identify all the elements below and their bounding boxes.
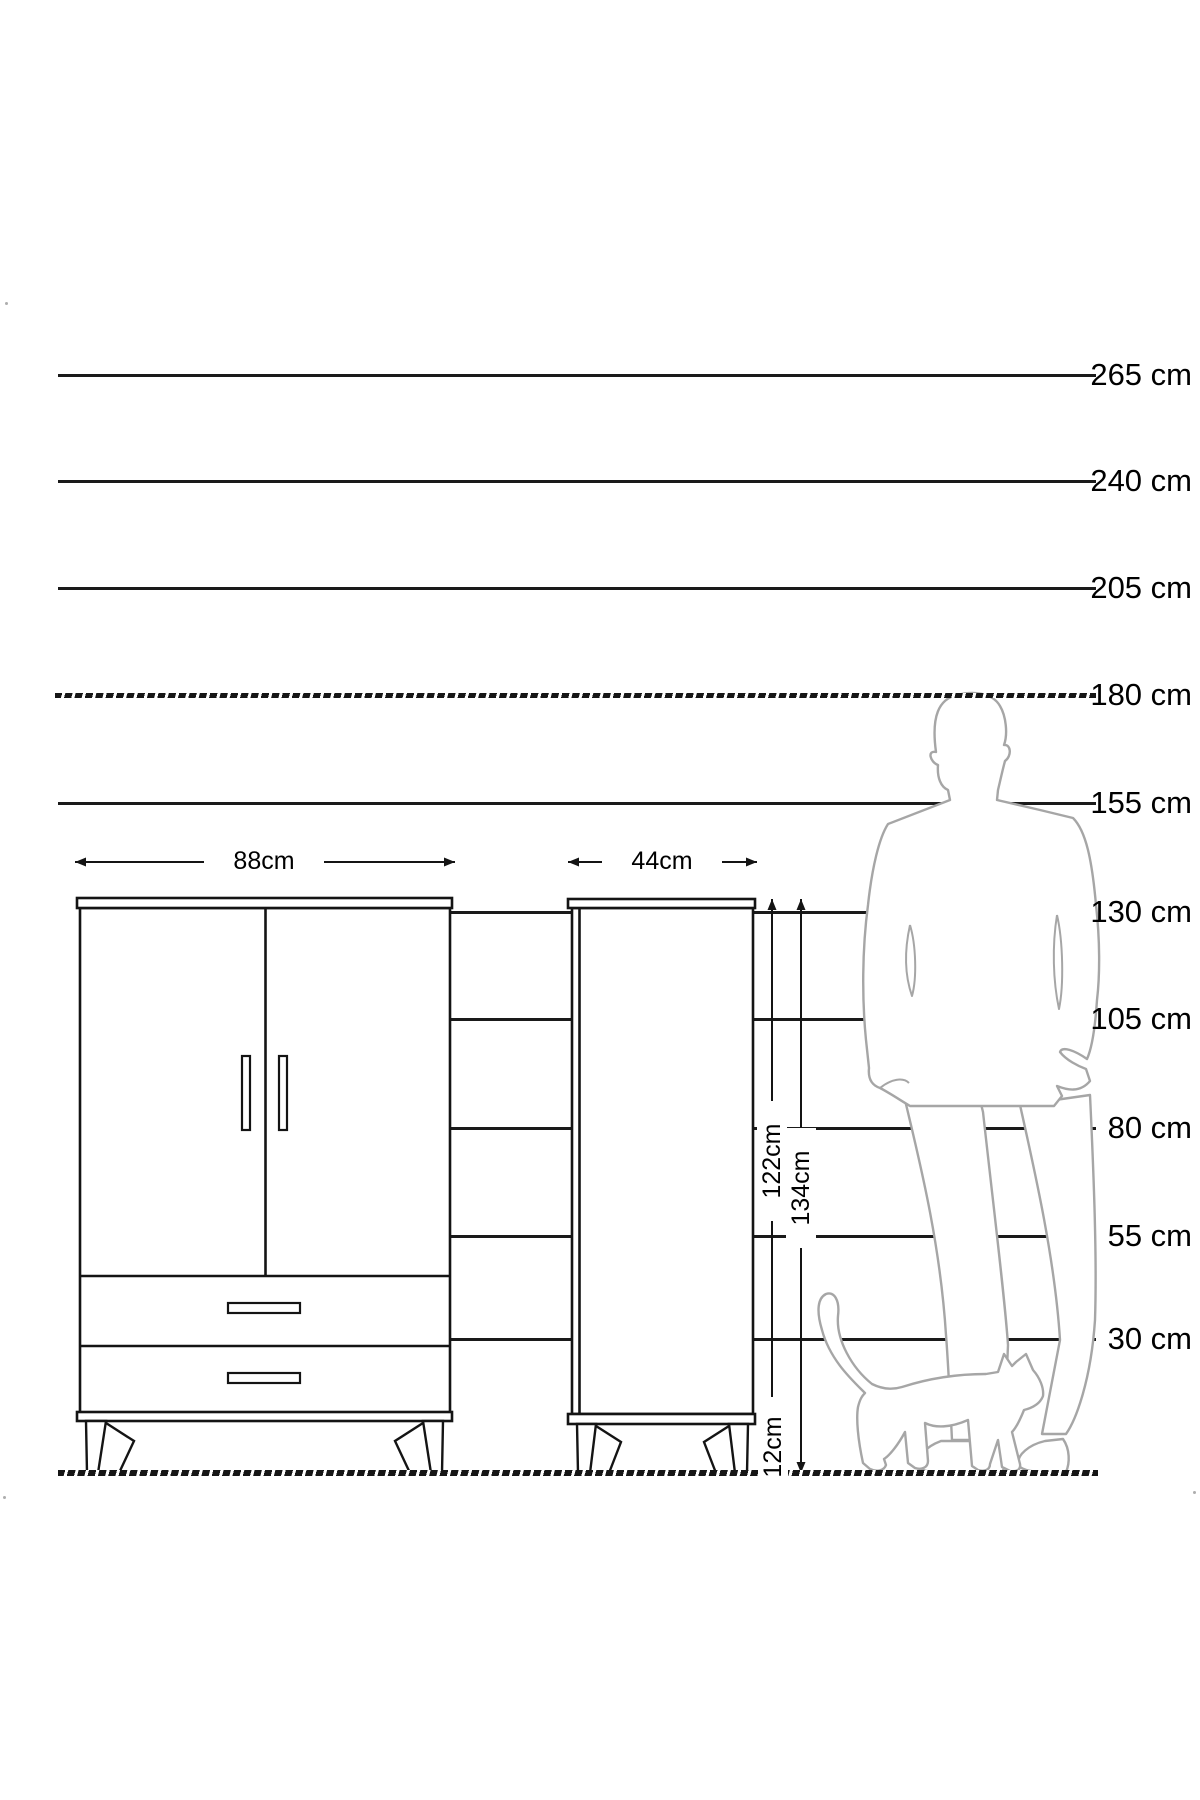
scale-label-55cm: 55 cm [1107,1218,1192,1253]
cabinet-top-board [568,899,755,908]
scale-label-105cm: 105 cm [1090,1001,1192,1036]
wardrobe-width-label: 88cm [204,846,324,876]
wardrobe-88cm [77,898,452,1473]
scale-label-205cm: 205 cm [1090,570,1192,605]
cabinet-plinth [568,1414,755,1424]
scale-label-30cm: 30 cm [1107,1321,1192,1356]
scale-label-155cm: 155 cm [1090,785,1192,820]
wardrobe-right-door-handle [279,1056,287,1130]
wardrobe-plinth [77,1412,452,1421]
wardrobe-drawer2-handle [228,1373,300,1383]
cabinet-body-height-label: 122cm [757,1101,787,1221]
scale-label-130cm: 130 cm [1090,894,1192,929]
ground-line [58,1470,1098,1476]
scale-line-180cm [55,693,1096,698]
cabinet-total-height-label: 134cm [786,1128,816,1248]
wardrobe-left-door-handle [242,1056,250,1130]
cabinet-44cm [568,899,755,1473]
cabinet-body [572,908,753,1414]
scale-label-265cm: 265 cm [1090,357,1192,392]
wardrobe-drawer1-handle [228,1303,300,1313]
scale-label-240cm: 240 cm [1090,463,1192,498]
man-right-shoe [1018,1439,1069,1472]
cabinet-leg-height-label: 12cm [758,1397,788,1497]
cabinet-legs [577,1424,748,1473]
wardrobe-legs [86,1421,443,1473]
cabinet-width-label: 44cm [602,846,722,876]
scale-label-180cm: 180 cm [1090,677,1192,712]
scale-label-80cm: 80 cm [1107,1110,1192,1145]
wardrobe-top-board [77,898,452,908]
